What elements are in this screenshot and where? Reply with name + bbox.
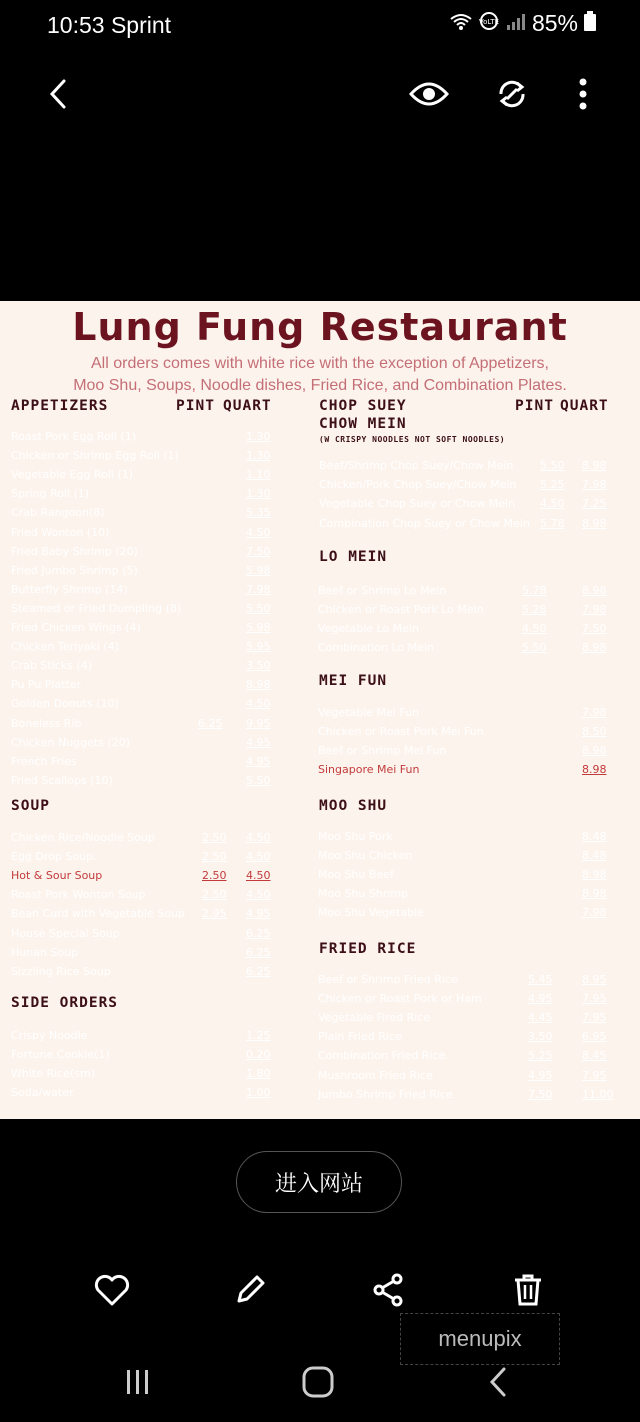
menu-item-price: 8.98 [582,459,607,472]
battery-percent: 85% [531,10,578,36]
menu-item-pint-price: 5.78 [540,516,565,530]
eye-icon[interactable] [406,74,452,114]
menu-item-name: Fried Baby Shrimp (20) [11,544,138,558]
status-time: 10:53 Sprint [47,12,172,38]
menu-item-pint-price: 5.28 [522,603,547,616]
menu-item-price: 1.30 [246,449,271,463]
menu-item-name: Steamed or Fried Dumpling (8) [11,601,182,615]
menu-item-price: 9.95 [246,716,271,730]
menu-item-name: Hot & Sour Soup [11,869,103,883]
menu-item-name: Fried Jumbo Shrimp (5) [11,563,138,577]
back-arrow-icon[interactable] [38,74,78,114]
menu-item-price: 8.50 [582,725,607,738]
menu-item-price: 4.95 [246,735,271,749]
menu-item-price: 6.25 [246,945,271,959]
menu-item-price: 1.30 [246,430,271,443]
mei-fun-heading: MEI FUN [319,673,388,689]
menu-item-price: 8.45 [582,1049,607,1063]
menu-item-price: 8.48 [582,849,607,862]
menu-item-name: Roast Pork Egg Roll (1) [11,430,137,443]
menu-item-price: 4.50 [246,869,271,883]
menu-item-price: 7.50 [246,544,271,558]
menu-item-price: 7.95 [582,992,607,1006]
menu-item-price: 5.50 [246,773,271,787]
menu-item-name: Soda/water [11,1086,74,1099]
menu-item-price: 7.95 [582,1011,607,1025]
pint-heading-left: PINT [176,398,215,414]
menu-item-pint-price: 2.50 [202,850,227,864]
menu-item-name: Spring Roll (1) [11,487,90,501]
menu-item-name: Hunan Soup [11,945,79,959]
menu-item-price: 6.95 [582,1030,607,1044]
heart-icon[interactable] [90,1268,134,1312]
menu-item-name: Bean Curd with Vegetable Soup [11,907,186,921]
menu-item-name: Combination Chop Suey or Chow Mein [319,516,530,530]
menu-item-price: 7.98 [582,906,607,919]
menu-title: Lung Fung Restaurant [72,305,568,349]
menu-item-price: 11.00 [582,1087,614,1101]
menu-item-price: 1.80 [246,1067,271,1080]
menu-item-price: 8.98 [582,516,607,530]
menu-item-name: Beef/Shrimp Chop Suey/Chow Mein [319,459,514,472]
menu-item-pint-price: 4.95 [528,1068,553,1082]
signal-icon [506,10,526,37]
menu-item-price: 4.50 [246,525,271,539]
menu-item-pint-price: 4.50 [540,497,565,511]
menu-item-name: Fried Scallops (10) [11,773,113,787]
menu-item-price: 6.25 [246,964,271,978]
soup-heading: SOUP [11,798,50,814]
edit-pencil-icon[interactable] [228,1268,272,1312]
menu-item-name: Crispy Noodle [11,1029,88,1042]
svg-text:VoLTE: VoLTE [478,18,500,26]
menu-item-name: Moo Shu Vegetable [318,906,424,919]
menu-item-price: 8.98 [582,887,607,900]
menu-item-name: Chicken Rice/Noodle Soup [11,831,155,844]
menu-item-pint-price: 4.95 [528,992,553,1006]
menu-item-price: 7.98 [246,582,271,596]
menu-item-price: 7.50 [582,622,607,635]
menu-item-name: Moo Shu Shrimp [318,887,409,900]
trash-icon[interactable] [506,1268,550,1312]
menu-item-name: Jumbo Shrimp Fried Rice [318,1087,453,1101]
menu-item-price: 8.98 [246,678,271,692]
menu-item-name: White Rice(sm) [11,1067,96,1080]
menu-item-name: Butterfly Shrimp (14) [11,582,128,596]
menu-item-name: Moo Shu Pork [318,830,393,843]
menu-item-name: Chicken Nuggets (20) [11,735,131,749]
menu-item-price: 7.98 [582,603,607,616]
menu-item-name: Golden Donuts (10) [11,697,119,711]
menu-item-price: 7.98 [582,706,607,719]
chow-mein-heading: CHOW MEIN [319,416,407,432]
menu-item-name: Crab Sticks (4) [11,659,93,673]
menu-subtitle-line2: Moo Shu, Soups, Noodle dishes, Fried Rice, and Combination Plates. [73,377,567,394]
menu-item-price: 8.95 [582,973,607,986]
menu-item-name: House Special Soup [11,926,120,940]
menu-item-name: Pu Pu Platter [11,678,82,692]
menu-image[interactable] [0,301,640,1119]
menu-item-pint-price: 2.50 [202,888,227,902]
menu-item-pint-price: 2.95 [202,907,227,921]
menu-item-price: 8.98 [582,868,607,881]
menu-item-name: Chicken or Roast Pork or Ham [318,992,482,1006]
menu-item-name: Boneless Rib [11,716,82,730]
share-icon[interactable] [366,1268,410,1312]
status-right [450,10,596,37]
moo-shu-heading: MOO SHU [319,798,388,814]
visit-website-button[interactable]: 进入网站 [236,1151,402,1213]
quart-heading-right: QUART [560,398,609,414]
menu-item-price: 6.25 [246,926,271,940]
menu-item-price: 1.25 [246,1029,271,1042]
menu-item-pint-price: 5.25 [540,478,565,492]
system-nav-bar [0,1352,640,1412]
rotate-icon[interactable] [492,74,532,114]
top-toolbar [0,60,640,130]
menu-item-pint-price: 2.50 [202,869,227,883]
menu-item-price: 5.98 [246,621,271,634]
menu-item-name: Vegetable Chop Suey or Chow Mein [319,497,516,511]
menu-item-price: 4.95 [246,754,271,768]
bottom-action-bar [0,1260,640,1320]
pint-heading-right: PINT [515,398,554,414]
menu-item-price: 3.50 [246,659,271,673]
battery-icon [584,10,596,37]
recent-apps-icon[interactable] [116,1362,160,1402]
menu-item-pint-price: 4.50 [522,622,547,635]
menu-item-price: 5.95 [246,640,271,654]
menu-item-name: Fried Wonton (10) [11,525,110,539]
menu-item-price: 7.95 [582,1068,607,1082]
menu-item-name: Egg Drop Soup. [11,850,97,864]
menu-item-price: 8.48 [582,830,607,843]
menu-subtitle-line1: All orders comes with white rice with the exception of Appetizers, [91,355,549,372]
menu-item-pint-price: 5.50 [522,641,547,654]
side-orders-heading: SIDE ORDERS [11,995,119,1011]
menu-item-name: Beef or Shrimp Fried Rice [318,973,458,986]
menu-item-price: 4.50 [246,888,271,902]
menu-item-name: Sizzling Rice Soup [11,964,111,978]
menu-item-name: Beef or Shrimp Lo Mein [318,584,447,597]
menu-item-price: 4.50 [246,831,271,844]
menu-item-price: 8.98 [582,641,607,654]
menu-item-name: Vegetable Egg Roll (1) [11,468,134,482]
menu-item-price: 4.95 [246,907,271,921]
menu-item-pint-price: 5.50 [540,459,565,472]
menu-item-pint-price: 4.45 [528,1011,553,1025]
menu-item-name: Mushroom Fried Rice [318,1068,433,1082]
menu-item-name: Chicken or Roast Pork Lo Mein [318,603,484,616]
menu-item-price: 7.25 [582,497,607,511]
menu-item-price: 5.98 [246,563,271,577]
menu-item-name: Singapore Mei Fun [318,763,420,776]
menu-item-pint-price: 5.45 [528,973,553,986]
quart-heading-left: QUART [223,398,272,414]
menu-item-price: 8.98 [582,744,607,757]
nav-back-icon[interactable] [476,1362,520,1402]
home-icon[interactable] [296,1362,340,1402]
wifi-icon [450,10,472,37]
menu-item-price: 1.10 [246,468,271,482]
menu-item-name: Plain Fried Rice [318,1030,402,1044]
chop-suey-heading: CHOP SUEY [319,398,407,414]
menu-item-pint-price: 2.50 [202,831,227,844]
menu-item-price: 0.20 [246,1048,271,1061]
menu-item-name: Roast Pork Wonton Soup [11,888,146,902]
fried-rice-heading: FRIED RICE [319,941,417,957]
menu-item-name: Moo Shu Chicken [318,849,413,862]
volte-icon [478,10,500,37]
menu-item-name: Moo Shu Beef [318,868,394,881]
status-bar [0,0,640,56]
menu-item-price: 1.00 [246,1086,271,1099]
menu-item-price: 8.98 [582,763,607,776]
menu-item-price: 4.50 [246,850,271,864]
menu-item-name: Vegetable Mei Fun [318,706,420,719]
menu-item-price: 7.98 [582,478,607,492]
menu-item-name: Chicken Teriyaki (4) [11,640,119,654]
menu-item-name: Beef or Shrimp Mei Fun [318,744,447,757]
menu-item-name: Chicken or Roast Pork Mei Fun [318,725,484,738]
menu-item-pint-price: 3.50 [528,1030,553,1044]
menu-item-price: 8.98 [582,584,607,597]
menu-item-pint-price: 6.25 [198,716,223,730]
menu-item-pint-price: 5.25 [528,1049,553,1063]
menu-item-pint-price: 7.50 [528,1087,553,1101]
menu-item-pint-price: 5.78 [522,584,547,597]
menu-item-name: Vegetable Lo Mein [318,622,419,635]
menu-item-name: Crab Rangoon(8) [11,506,105,520]
menu-item-name: Chicken or Shrimp Egg Roll (1) [11,449,179,463]
menu-item-name: Chicken/Pork Chop Suey/Chow Mein [319,478,517,492]
chow-mein-note: (W CRISPY NOODLES NOT SOFT NOODLES) [319,435,506,444]
menu-item-price: 4.50 [246,697,271,711]
more-vertical-icon[interactable] [563,74,603,114]
watermark: menupix [400,1313,560,1365]
menu-item-name: Combination Fried Rice [318,1049,446,1063]
menu-item-name: Vegetable Fired Rice [318,1011,431,1025]
appetizers-heading: APPETIZERS [11,398,109,414]
menu-item-price: 1.30 [246,487,271,501]
menu-item-name: French Fries [11,754,77,768]
lo-mein-heading: LO MEIN [319,549,388,565]
menu-item-price: 5.35 [246,506,271,520]
menu-item-price: 5.50 [246,601,271,615]
menu-item-name: Combination Lo Mein [318,641,434,654]
menu-item-name: Fortune Cookie(1) [11,1048,110,1061]
menu-item-name: Fried Chicken Wings (4) [11,621,141,634]
